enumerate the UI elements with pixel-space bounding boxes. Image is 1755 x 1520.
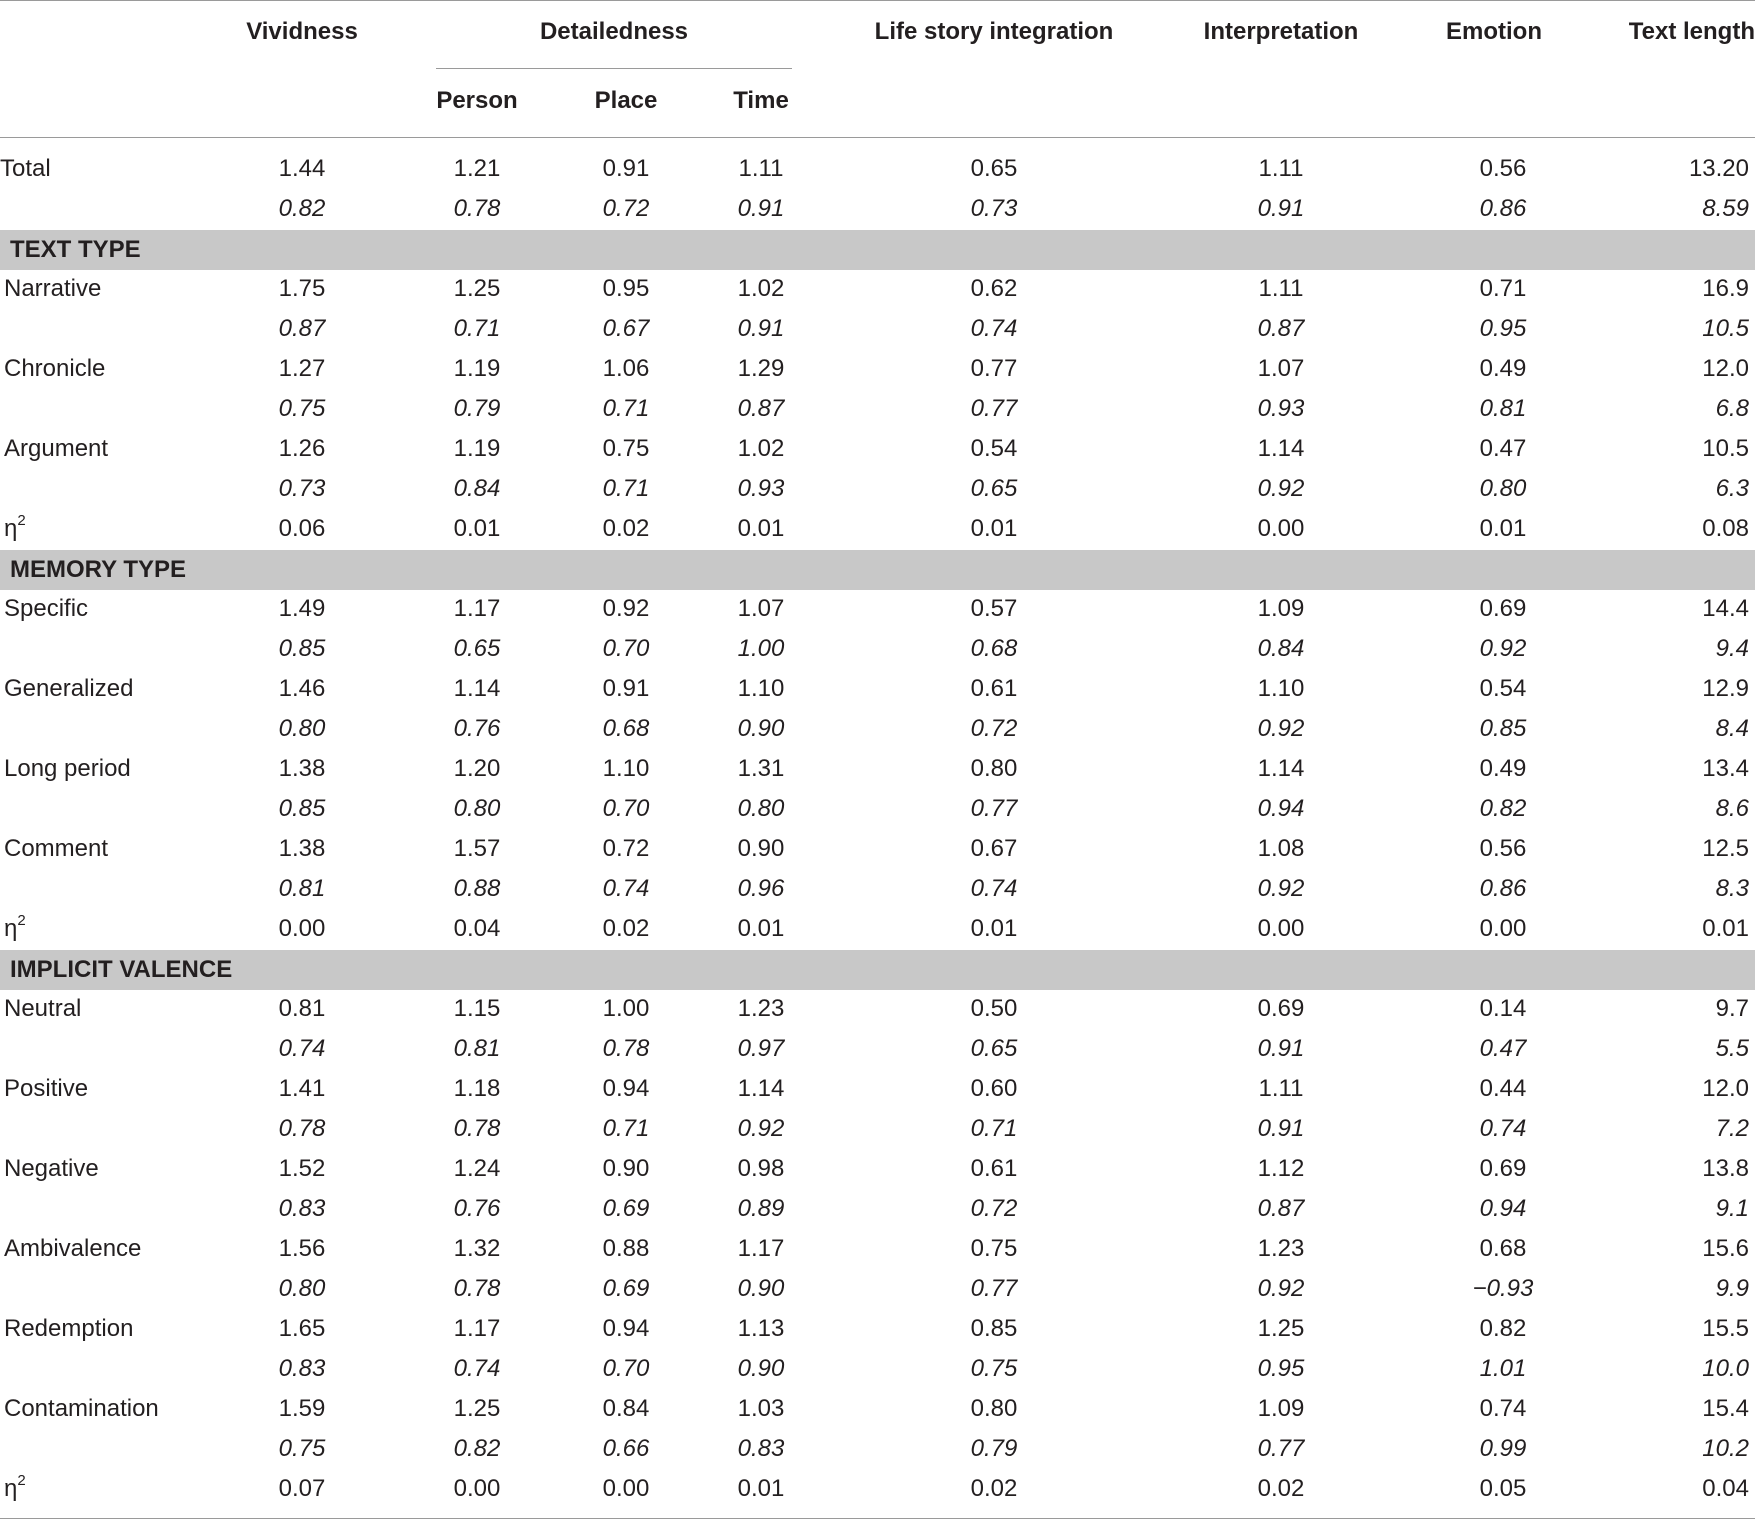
sd-cell: 0.79 xyxy=(453,395,501,422)
sd-cell: 0.85 xyxy=(278,795,326,822)
eta-symbol: η xyxy=(4,915,18,942)
mean-cell: 1.07 xyxy=(1257,355,1305,382)
mean-cell: 0.47 xyxy=(1479,435,1527,462)
eta-exponent: 2 xyxy=(17,1472,26,1489)
sd-cell: 0.70 xyxy=(602,635,650,662)
mean-cell: 1.49 xyxy=(278,595,326,622)
mean-cell: 0.49 xyxy=(1479,755,1527,782)
mean-cell: 1.23 xyxy=(1257,1235,1305,1262)
sd-cell: 0.99 xyxy=(1479,1435,1527,1462)
mean-cell: 0.81 xyxy=(278,995,326,1022)
sd-cell: 0.74 xyxy=(453,1355,501,1382)
mean-cell: 1.59 xyxy=(278,1395,326,1422)
mean-cell: 0.88 xyxy=(602,1235,650,1262)
eta-squared-cell: 0.00 xyxy=(1257,515,1305,542)
sd-cell: 0.65 xyxy=(970,1035,1018,1062)
sd-cell: 0.80 xyxy=(278,715,326,742)
eta-squared-cell: 0.04 xyxy=(453,915,501,942)
mean-cell: 13.8 xyxy=(1702,1155,1749,1182)
mean-cell: 1.25 xyxy=(453,275,501,302)
sd-cell: 0.80 xyxy=(453,795,501,822)
bottom-rule xyxy=(0,1518,1755,1519)
sd-cell: 7.2 xyxy=(1715,1115,1749,1142)
mean-cell: 1.19 xyxy=(453,355,501,382)
mean-cell: 1.02 xyxy=(737,435,785,462)
sd-cell: 0.71 xyxy=(970,1115,1018,1142)
mean-cell: 0.94 xyxy=(602,1315,650,1342)
mean-cell: 0.74 xyxy=(1479,1395,1527,1422)
mean-cell: 1.14 xyxy=(1257,755,1305,782)
mean-cell: 0.80 xyxy=(970,1395,1018,1422)
mean-cell: 1.17 xyxy=(453,595,501,622)
eta-squared-cell: 0.07 xyxy=(278,1475,326,1502)
mean-cell: 0.57 xyxy=(970,595,1018,622)
mean-cell: 1.09 xyxy=(1257,1395,1305,1422)
mean-cell: 16.9 xyxy=(1702,275,1749,302)
sd-cell: 0.92 xyxy=(1257,875,1305,902)
total-sd-cell: 0.78 xyxy=(453,195,501,222)
row-label: Ambivalence xyxy=(4,1235,142,1262)
mean-cell: 1.03 xyxy=(737,1395,785,1422)
eta-squared-cell: 0.01 xyxy=(1702,915,1749,942)
mean-cell: 1.27 xyxy=(278,355,326,382)
section-header xyxy=(0,550,1755,590)
sd-cell: 0.68 xyxy=(602,715,650,742)
mean-cell: 1.17 xyxy=(737,1235,785,1262)
sd-cell: 10.2 xyxy=(1702,1435,1749,1462)
sd-cell: 0.75 xyxy=(970,1355,1018,1382)
sd-cell: 0.92 xyxy=(737,1115,785,1142)
sd-cell: 0.79 xyxy=(970,1435,1018,1462)
col-header-vividness: Vividness xyxy=(246,18,358,45)
sd-cell: 0.92 xyxy=(1257,1275,1305,1302)
col-header-time: Time xyxy=(733,87,789,114)
row-label: Specific xyxy=(4,595,89,622)
section-title: MEMORY TYPE xyxy=(10,556,187,583)
eta-squared-label xyxy=(4,1474,26,1504)
sd-cell: 1.01 xyxy=(1479,1355,1527,1382)
eta-squared-label xyxy=(4,514,26,544)
sd-cell: 0.81 xyxy=(1479,395,1527,422)
row-label: Contamination xyxy=(4,1395,159,1422)
row-label: Long period xyxy=(4,755,131,782)
mean-cell: 0.80 xyxy=(970,755,1018,782)
sd-cell: 0.92 xyxy=(1257,475,1305,502)
sd-cell: 0.65 xyxy=(453,635,501,662)
sd-cell: 8.4 xyxy=(1715,715,1749,742)
mean-cell: 0.14 xyxy=(1479,995,1527,1022)
sd-cell: 0.47 xyxy=(1479,1035,1527,1062)
mean-cell: 1.08 xyxy=(1257,835,1305,862)
mean-cell: 0.50 xyxy=(970,995,1018,1022)
mean-cell: 15.6 xyxy=(1702,1235,1749,1262)
mean-cell: 1.65 xyxy=(278,1315,326,1342)
eta-squared-cell: 0.01 xyxy=(737,515,785,542)
mean-cell: 0.75 xyxy=(602,435,650,462)
row-label-total: Total xyxy=(0,155,51,182)
eta-squared-cell: 0.08 xyxy=(1702,515,1749,542)
eta-squared-label xyxy=(4,914,26,944)
mean-cell: 12.9 xyxy=(1702,675,1749,702)
eta-squared-cell: 0.01 xyxy=(970,515,1018,542)
total-mean-cell: 0.65 xyxy=(970,155,1018,182)
eta-squared-cell: 0.01 xyxy=(453,515,501,542)
mean-cell: 0.84 xyxy=(602,1395,650,1422)
mean-cell: 1.14 xyxy=(453,675,501,702)
sd-cell: 0.77 xyxy=(1257,1435,1305,1462)
sd-cell: 0.88 xyxy=(453,875,501,902)
sd-cell: 0.75 xyxy=(278,1435,326,1462)
row-label: Generalized xyxy=(4,675,134,702)
sd-cell: 0.70 xyxy=(602,1355,650,1382)
sd-cell: 0.71 xyxy=(602,1115,650,1142)
mean-cell: 0.69 xyxy=(1257,995,1305,1022)
mean-cell: 1.02 xyxy=(737,275,785,302)
header-bottom-rule xyxy=(0,137,1755,138)
sd-cell: 0.74 xyxy=(970,315,1018,342)
eta-squared-cell: 0.02 xyxy=(970,1475,1018,1502)
mean-cell: 0.75 xyxy=(970,1235,1018,1262)
mean-cell: 1.57 xyxy=(453,835,501,862)
eta-symbol: η xyxy=(4,515,18,542)
sd-cell: 0.77 xyxy=(970,1275,1018,1302)
col-header-detailedness: Detailedness xyxy=(539,18,689,45)
mean-cell: 1.14 xyxy=(737,1075,785,1102)
total-sd-cell: 0.72 xyxy=(602,195,650,222)
sd-cell: 0.92 xyxy=(1479,635,1527,662)
mean-cell: 12.0 xyxy=(1702,1075,1749,1102)
mean-cell: 1.17 xyxy=(453,1315,501,1342)
sd-cell: 0.73 xyxy=(278,475,326,502)
mean-cell: 1.00 xyxy=(602,995,650,1022)
mean-cell: 1.10 xyxy=(1257,675,1305,702)
eta-squared-cell: 0.06 xyxy=(278,515,326,542)
mean-cell: 0.71 xyxy=(1479,275,1527,302)
sd-cell: 0.76 xyxy=(453,715,501,742)
top-rule xyxy=(0,0,1755,1)
sd-cell: 0.95 xyxy=(1479,315,1527,342)
mean-cell: 0.95 xyxy=(602,275,650,302)
sd-cell: 0.74 xyxy=(1479,1115,1527,1142)
mean-cell: 0.61 xyxy=(970,675,1018,702)
sd-cell: 0.78 xyxy=(453,1275,501,1302)
mean-cell: 1.29 xyxy=(737,355,785,382)
total-mean-cell: 13.20 xyxy=(1688,155,1749,182)
mean-cell: 1.32 xyxy=(453,1235,501,1262)
mean-cell: 0.94 xyxy=(602,1075,650,1102)
sd-cell: 0.78 xyxy=(602,1035,650,1062)
sd-cell: 0.67 xyxy=(602,315,650,342)
sd-cell: 0.90 xyxy=(737,1355,785,1382)
sd-cell: 0.78 xyxy=(278,1115,326,1142)
col-header-life-story: Life story integration xyxy=(874,18,1114,45)
mean-cell: 1.56 xyxy=(278,1235,326,1262)
mean-cell: 1.10 xyxy=(602,755,650,782)
mean-cell: 1.23 xyxy=(737,995,785,1022)
col-header-interpretation: Interpretation xyxy=(1203,18,1359,45)
sd-cell: 9.9 xyxy=(1715,1275,1749,1302)
section-title: TEXT TYPE xyxy=(10,236,141,263)
row-label: Chronicle xyxy=(4,355,106,382)
total-mean-cell: 0.56 xyxy=(1479,155,1527,182)
sd-cell: 0.94 xyxy=(1257,795,1305,822)
eta-exponent: 2 xyxy=(17,512,26,529)
sd-cell: 0.80 xyxy=(278,1275,326,1302)
sd-cell: 0.69 xyxy=(602,1275,650,1302)
sd-cell: 6.8 xyxy=(1715,395,1749,422)
eta-squared-cell: 0.02 xyxy=(602,915,650,942)
eta-squared-cell: 0.00 xyxy=(602,1475,650,1502)
sd-cell: 0.90 xyxy=(737,715,785,742)
sd-cell: 0.93 xyxy=(737,475,785,502)
sd-cell: 0.87 xyxy=(278,315,326,342)
sd-cell: 0.70 xyxy=(602,795,650,822)
detailedness-rule xyxy=(436,68,792,69)
sd-cell: 0.91 xyxy=(1257,1035,1305,1062)
sd-cell: 0.91 xyxy=(1257,1115,1305,1142)
total-sd-cell: 0.82 xyxy=(278,195,326,222)
sd-cell: 0.85 xyxy=(278,635,326,662)
mean-cell: 1.15 xyxy=(453,995,501,1022)
sd-cell: 0.83 xyxy=(278,1355,326,1382)
eta-squared-cell: 0.00 xyxy=(453,1475,501,1502)
sd-cell: 0.83 xyxy=(278,1195,326,1222)
sd-cell: 0.66 xyxy=(602,1435,650,1462)
sd-cell: 0.77 xyxy=(970,795,1018,822)
mean-cell: 1.26 xyxy=(278,435,326,462)
sd-cell: 0.89 xyxy=(737,1195,785,1222)
mean-cell: 1.19 xyxy=(453,435,501,462)
section-title: IMPLICIT VALENCE xyxy=(10,956,233,983)
sd-cell: 0.94 xyxy=(1479,1195,1527,1222)
total-mean-cell: 1.11 xyxy=(1258,155,1304,182)
sd-cell: 0.90 xyxy=(737,1275,785,1302)
mean-cell: 0.60 xyxy=(970,1075,1018,1102)
mean-cell: 0.69 xyxy=(1479,595,1527,622)
total-mean-cell: 1.44 xyxy=(278,155,326,182)
mean-cell: 1.13 xyxy=(737,1315,785,1342)
sd-cell: 0.65 xyxy=(970,475,1018,502)
eta-squared-cell: 0.00 xyxy=(278,915,326,942)
eta-squared-cell: 0.02 xyxy=(602,515,650,542)
mean-cell: 10.5 xyxy=(1702,435,1749,462)
mean-cell: 0.85 xyxy=(970,1315,1018,1342)
mean-cell: 1.20 xyxy=(453,755,501,782)
col-header-place: Place xyxy=(594,87,658,114)
mean-cell: 0.90 xyxy=(602,1155,650,1182)
mean-cell: 0.54 xyxy=(970,435,1018,462)
sd-cell: 0.74 xyxy=(602,875,650,902)
sd-cell: 0.82 xyxy=(1479,795,1527,822)
mean-cell: 1.41 xyxy=(278,1075,326,1102)
eta-squared-cell: 0.01 xyxy=(737,915,785,942)
eta-symbol: η xyxy=(4,1475,18,1502)
sd-cell: 10.5 xyxy=(1702,315,1749,342)
eta-squared-cell: 0.04 xyxy=(1702,1475,1749,1502)
mean-cell: 1.75 xyxy=(278,275,326,302)
mean-cell: 1.06 xyxy=(602,355,650,382)
sd-cell: 0.81 xyxy=(453,1035,501,1062)
row-label: Positive xyxy=(4,1075,89,1102)
mean-cell: 1.10 xyxy=(737,675,785,702)
sd-cell: 0.74 xyxy=(970,875,1018,902)
mean-cell: 1.52 xyxy=(278,1155,326,1182)
eta-squared-cell: 0.01 xyxy=(970,915,1018,942)
sd-cell: 0.68 xyxy=(970,635,1018,662)
sd-cell: 1.00 xyxy=(737,635,785,662)
total-mean-cell: 1.21 xyxy=(453,155,501,182)
sd-cell: 10.0 xyxy=(1702,1355,1749,1382)
sd-cell: 0.85 xyxy=(1479,715,1527,742)
total-sd-cell: 0.91 xyxy=(737,195,785,222)
mean-cell: 0.72 xyxy=(602,835,650,862)
eta-squared-cell: 0.02 xyxy=(1257,1475,1305,1502)
sd-cell: 0.95 xyxy=(1257,1355,1305,1382)
sd-cell: 9.4 xyxy=(1715,635,1749,662)
total-sd-cell: 0.73 xyxy=(970,195,1018,222)
sd-cell: 9.1 xyxy=(1715,1195,1749,1222)
mean-cell: 9.7 xyxy=(1715,995,1749,1022)
sd-cell: 0.81 xyxy=(278,875,326,902)
total-sd-cell: 0.86 xyxy=(1479,195,1527,222)
mean-cell: 1.18 xyxy=(453,1075,501,1102)
mean-cell: 0.44 xyxy=(1479,1075,1527,1102)
sd-cell: 0.86 xyxy=(1479,875,1527,902)
col-header-emotion: Emotion xyxy=(1446,18,1542,45)
sd-cell: 0.72 xyxy=(970,1195,1018,1222)
sd-cell: 8.3 xyxy=(1715,875,1749,902)
mean-cell: 1.38 xyxy=(278,835,326,862)
eta-squared-cell: 0.00 xyxy=(1479,915,1527,942)
row-label: Narrative xyxy=(4,275,102,302)
col-header-text-length: Text length xyxy=(1628,18,1755,45)
mean-cell: 0.67 xyxy=(970,835,1018,862)
section-header xyxy=(0,230,1755,270)
row-label: Comment xyxy=(4,835,109,862)
sd-cell: 0.71 xyxy=(602,475,650,502)
sd-cell: 0.74 xyxy=(278,1035,326,1062)
mean-cell: 1.12 xyxy=(1257,1155,1305,1182)
sd-cell: 6.3 xyxy=(1715,475,1749,502)
total-mean-cell: 0.91 xyxy=(602,155,650,182)
mean-cell: 1.25 xyxy=(1257,1315,1305,1342)
sd-cell: 0.77 xyxy=(970,395,1018,422)
row-label: Redemption xyxy=(4,1315,134,1342)
mean-cell: 15.4 xyxy=(1702,1395,1749,1422)
mean-cell: 0.68 xyxy=(1479,1235,1527,1262)
mean-cell: 0.69 xyxy=(1479,1155,1527,1182)
sd-cell: 0.82 xyxy=(453,1435,501,1462)
sd-cell: 0.97 xyxy=(737,1035,785,1062)
sd-cell: 0.91 xyxy=(737,315,785,342)
sd-cell: 0.80 xyxy=(1479,475,1527,502)
sd-cell: 0.71 xyxy=(453,315,501,342)
mean-cell: 12.5 xyxy=(1702,835,1749,862)
mean-cell: 1.11 xyxy=(1258,1075,1304,1102)
sd-cell: 0.69 xyxy=(602,1195,650,1222)
mean-cell: 1.24 xyxy=(453,1155,501,1182)
sd-cell: 0.92 xyxy=(1257,715,1305,742)
total-sd-cell: 8.59 xyxy=(1702,195,1749,222)
mean-cell: 0.91 xyxy=(602,675,650,702)
row-label: Argument xyxy=(4,435,109,462)
sd-cell: 0.76 xyxy=(453,1195,501,1222)
mean-cell: 1.25 xyxy=(453,1395,501,1422)
mean-cell: 1.07 xyxy=(737,595,785,622)
eta-exponent: 2 xyxy=(17,912,26,929)
mean-cell: 14.4 xyxy=(1702,595,1749,622)
sd-cell: −0.93 xyxy=(1472,1275,1534,1302)
mean-cell: 1.31 xyxy=(737,755,785,782)
mean-cell: 13.4 xyxy=(1702,755,1749,782)
mean-cell: 0.61 xyxy=(970,1155,1018,1182)
mean-cell: 0.92 xyxy=(602,595,650,622)
mean-cell: 1.14 xyxy=(1257,435,1305,462)
sd-cell: 5.5 xyxy=(1715,1035,1749,1062)
mean-cell: 0.54 xyxy=(1479,675,1527,702)
sd-cell: 8.6 xyxy=(1715,795,1749,822)
total-mean-cell: 1.11 xyxy=(738,155,784,182)
mean-cell: 12.0 xyxy=(1702,355,1749,382)
mean-cell: 0.56 xyxy=(1479,835,1527,862)
mean-cell: 1.46 xyxy=(278,675,326,702)
mean-cell: 1.38 xyxy=(278,755,326,782)
eta-squared-cell: 0.01 xyxy=(1479,515,1527,542)
eta-squared-cell: 0.00 xyxy=(1257,915,1305,942)
sd-cell: 0.75 xyxy=(278,395,326,422)
mean-cell: 0.98 xyxy=(737,1155,785,1182)
sd-cell: 0.78 xyxy=(453,1115,501,1142)
sd-cell: 0.87 xyxy=(1257,1195,1305,1222)
mean-cell: 15.5 xyxy=(1702,1315,1749,1342)
mean-cell: 1.11 xyxy=(1258,275,1304,302)
sd-cell: 0.71 xyxy=(602,395,650,422)
total-sd-cell: 0.91 xyxy=(1257,195,1305,222)
row-label: Negative xyxy=(4,1155,99,1182)
sd-cell: 0.87 xyxy=(1257,315,1305,342)
sd-cell: 0.87 xyxy=(737,395,785,422)
sd-cell: 0.93 xyxy=(1257,395,1305,422)
mean-cell: 0.77 xyxy=(970,355,1018,382)
mean-cell: 0.62 xyxy=(970,275,1018,302)
sd-cell: 0.96 xyxy=(737,875,785,902)
sd-cell: 0.72 xyxy=(970,715,1018,742)
eta-squared-cell: 0.05 xyxy=(1479,1475,1527,1502)
mean-cell: 0.82 xyxy=(1479,1315,1527,1342)
sd-cell: 0.84 xyxy=(1257,635,1305,662)
sd-cell: 0.83 xyxy=(737,1435,785,1462)
section-header xyxy=(0,950,1755,990)
sd-cell: 0.80 xyxy=(737,795,785,822)
sd-cell: 0.84 xyxy=(453,475,501,502)
mean-cell: 0.90 xyxy=(737,835,785,862)
mean-cell: 0.49 xyxy=(1479,355,1527,382)
eta-squared-cell: 0.01 xyxy=(737,1475,785,1502)
col-header-person: Person xyxy=(436,87,518,114)
row-label: Neutral xyxy=(4,995,82,1022)
mean-cell: 1.09 xyxy=(1257,595,1305,622)
